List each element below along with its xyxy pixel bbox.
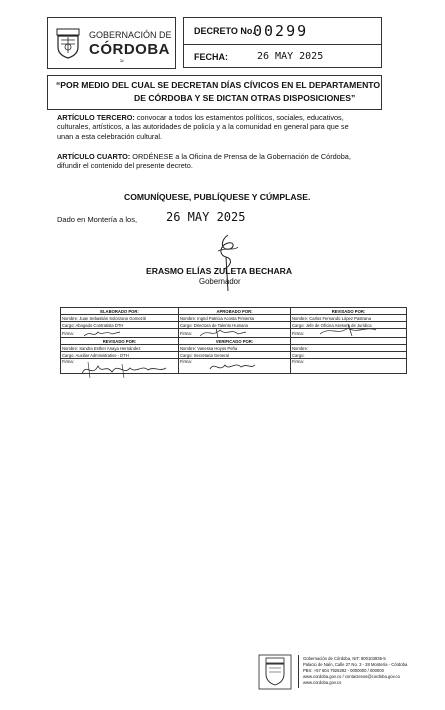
logo-box — [47, 17, 176, 69]
footer-divider — [298, 655, 299, 688]
table-cell: Nombre: Juan Sebastián Solorzano Gomeziti — [61, 315, 179, 322]
logo-wave-icon: ≈ — [120, 58, 124, 65]
col-aprobado-header: APROBADO POR: — [179, 308, 291, 315]
signature-revisado — [318, 322, 378, 338]
table-cell: Cargo: Secretaria General — [179, 352, 291, 359]
footer-text — [303, 656, 423, 686]
decree-date-box — [183, 43, 382, 68]
decree-number-box — [183, 17, 382, 45]
mid-revisado-header: REVISADO POR: — [61, 338, 179, 345]
footer-line-4: www.cordoba.gov.co / contactenos@cordoba.gov.co — [303, 674, 400, 679]
decree-label: DECRETO No. — [194, 26, 255, 36]
date-label: FECHA: — [194, 52, 228, 62]
title-box — [47, 75, 382, 110]
table-cell: Cargo: Directora de Talento Humano — [179, 322, 291, 329]
table-cell-empty — [291, 338, 407, 345]
table-cell: Cargo: Jefe de Oficina Asesora de Jurídica — [291, 322, 407, 329]
table-cell: Cargo: — [291, 352, 407, 359]
table-cell: Nombre: Sandra Esther Anaya Hernández — [61, 345, 179, 352]
article-third-line-2: culturales, artísticos, a las autoridades de policía y a la comunidad en general para que se — [57, 122, 349, 132]
footer-line-5: www.cordoba.gov.co — [303, 680, 342, 685]
table-cell: Cargo: Auxiliar Administrativo - DTH — [61, 352, 179, 359]
footer-line-1: Gobernación de Córdoba, NIT: 800103935-5 — [303, 656, 386, 661]
col-revisado-header: REVISADO POR: — [291, 308, 407, 315]
article-fourth-heading: ARTÍCULO CUARTO: — [57, 152, 131, 161]
article-fourth-line-1: ORDÉNESE a la Oficina de Prensa de la Gobernación de Córdoba, — [132, 152, 351, 161]
decree-number: 00299 — [253, 22, 309, 40]
table-cell: Firma: — [179, 329, 291, 338]
signer-name: ERASMO ELÍAS ZULETA BECHARA — [146, 266, 293, 276]
logo-line-1: GOBERNACIÓN DE — [89, 30, 172, 40]
footer-line-2: Palacio de Naín, Calle 27 No. 3 - 28 Montería - Córdoba — [303, 662, 408, 667]
signature-verificado — [207, 357, 257, 375]
table-cell: Nombre: Ingrid Patricia Acosta Pimienta — [179, 315, 291, 322]
title-line-1: “POR MEDIO DEL CUAL SE DECRETAN DÍAS CÍVICOS EN EL DEPARTAMENTO — [56, 80, 381, 90]
table-cell: Nombre: — [291, 345, 407, 352]
given-at: Dado en Montería a los, — [57, 215, 138, 224]
footer-coat-of-arms-icon — [258, 654, 292, 690]
table-cell: Firma: — [291, 329, 407, 338]
article-third-heading: ARTÍCULO TERCERO: — [57, 113, 135, 122]
table-cell: Nombre: Vanessa Hoyos Peña — [179, 345, 291, 352]
title-line-2: DE CÓRDOBA Y SE DICTAN OTRAS DISPOSICIONES” — [134, 93, 356, 103]
footer-logo — [258, 654, 292, 690]
signature-aprobado — [198, 326, 248, 340]
table-cell: Firma: — [291, 359, 407, 374]
article-third-line-1: convocar a todos los estamentos políticos, sociales, educativos, — [136, 113, 344, 122]
given-date: 26 MAY 2025 — [166, 210, 246, 224]
table-cell: Nombre: Carlos Fernando López Pastrana — [291, 315, 407, 322]
article-fourth — [57, 152, 397, 171]
date-value: 26 MAY 2025 — [257, 51, 324, 62]
signature-elaborado — [82, 328, 122, 340]
closing-statement: COMUNÍQUESE, PUBLÍQUESE Y CÚMPLASE. — [124, 192, 311, 202]
logo-line-2: CÓRDOBA — [89, 41, 170, 58]
table-cell: Cargo: Abogado Contratista DTH — [61, 322, 179, 329]
footer-line-3: PBX: +57 604 7926292 - 0000000 / 000000 — [303, 668, 384, 673]
article-third — [57, 113, 397, 141]
table-cell: Firma: — [61, 359, 179, 374]
coat-of-arms-icon — [55, 27, 81, 59]
col-elaborado-header: ELABORADO POR: — [61, 308, 179, 315]
signer-role: Gobernador — [199, 277, 241, 286]
signature-revisado-2 — [78, 358, 168, 380]
mid-verificado-header: VERIFICADO POR: — [179, 338, 291, 345]
table-cell: Firma: — [61, 329, 179, 338]
article-third-line-3: unan a esta celebración cultural. — [57, 131, 163, 141]
table-cell: Firma: — [179, 359, 291, 374]
article-fourth-line-2: difundir el contenido del presente decreto. — [57, 161, 193, 171]
